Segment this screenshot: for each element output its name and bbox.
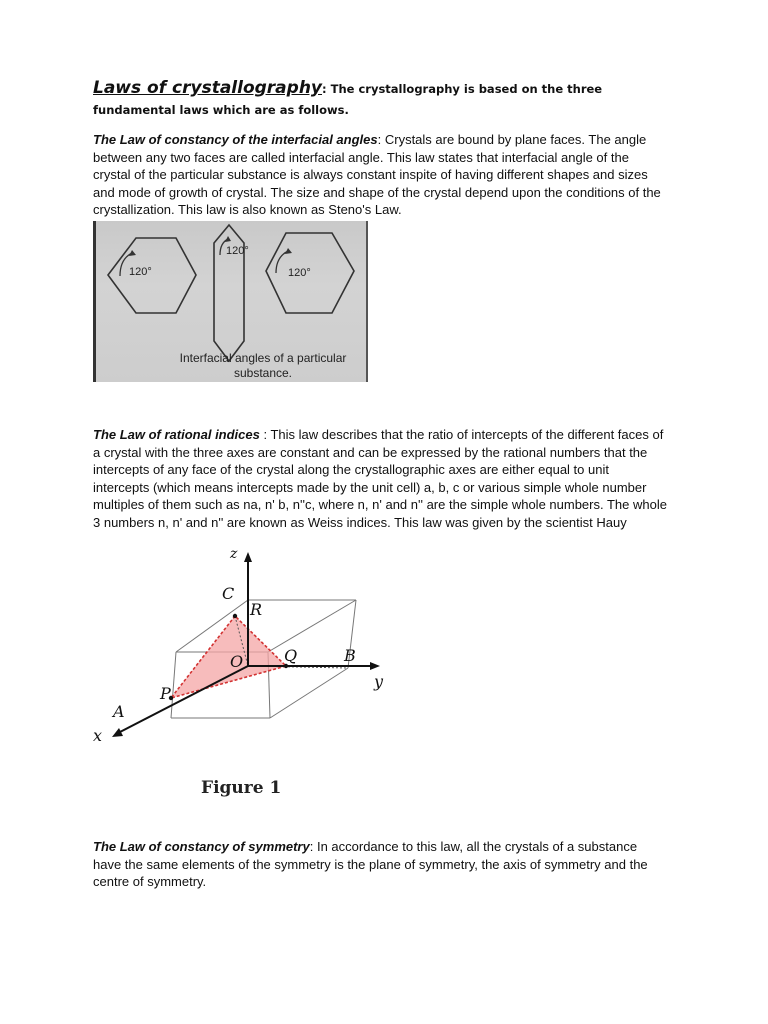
label-r: R bbox=[250, 600, 263, 619]
crystal-axes-diagram bbox=[88, 548, 418, 763]
page-title: Laws of crystallography bbox=[93, 78, 323, 98]
law-rational-indices-text: : This law describes that the ratio of intercepts of the different faces of a crystal with the three axes are constant and can be expressed by the rational numbers that the intercepts of any face of the crystal along the crystallographic axes are either equal to unit intercepts (which means intercepts made by the unit cell) a, b, c or various simple whole number multiples of them such as na, n' b, n''c, where n, n' and n'' are the simple whole numbers. The whole 3 numbers n, n' and n'' are known as Weiss indices. This law was given by the scientist Hauy bbox=[93, 427, 667, 530]
angle-label-right: 120° bbox=[288, 267, 311, 279]
arrow-head-middle bbox=[225, 236, 231, 242]
interfacial-angles-photo bbox=[93, 221, 368, 382]
hexagon-crystal-left bbox=[108, 238, 196, 313]
law-interfacial-angles-text: : Crystals are bound by plane faces. The angle between any two faces are called interfacial angle. This law states that interfacial angle of the crystal of the particular substance is always constant inspite of having different shapes and sizes and mode of growth of crystal. The size and shape of the crystal depend upon the conditions of the crystallization. This law is also known as Steno's Law. bbox=[93, 132, 661, 218]
arrow-head-right bbox=[285, 248, 292, 254]
label-c: C bbox=[222, 584, 235, 603]
label-a: A bbox=[113, 702, 125, 721]
intro-heading bbox=[93, 78, 683, 121]
angle-label-left: 120° bbox=[129, 266, 152, 278]
law-rational-indices-paragraph bbox=[93, 426, 668, 532]
arrow-head-left bbox=[129, 250, 136, 256]
figure-1-caption: Figure 1 bbox=[201, 778, 282, 798]
label-b: B bbox=[344, 646, 356, 665]
figure-1-diagram bbox=[88, 548, 418, 763]
point-r bbox=[233, 614, 237, 618]
intro-text: : The crystallography is based on the three fundamental laws which are as follows. bbox=[93, 82, 603, 117]
law-symmetry-text: : In accordance to this law, all the crystals of a substance have the same elements of the symmetry is the plane of symmetry, the axis of symmetry and the centre of symmetry. bbox=[93, 839, 648, 890]
label-x: x bbox=[93, 726, 103, 745]
label-y: y bbox=[374, 672, 384, 691]
law-rational-indices-term: The Law of rational indices bbox=[93, 427, 260, 442]
law-interfacial-angles-paragraph bbox=[93, 131, 668, 219]
y-axis-arrow-icon bbox=[370, 662, 380, 670]
x-axis-arrow-icon bbox=[112, 728, 123, 737]
z-axis-arrow-icon bbox=[244, 552, 252, 562]
angle-arc-right bbox=[276, 251, 288, 273]
angle-label-middle: 120° bbox=[226, 245, 249, 257]
law-symmetry-term: The Law of constancy of symmetry bbox=[93, 839, 310, 854]
label-o: O bbox=[230, 652, 244, 671]
law-interfacial-angles-term: The Law of constancy of the interfacial angles bbox=[93, 132, 378, 147]
label-p: P bbox=[160, 684, 171, 703]
law-symmetry-paragraph bbox=[93, 838, 668, 891]
label-z: z bbox=[230, 546, 238, 562]
photo-caption: Interfacial angles of a particular substance. bbox=[179, 351, 347, 380]
label-q: Q bbox=[284, 646, 298, 665]
